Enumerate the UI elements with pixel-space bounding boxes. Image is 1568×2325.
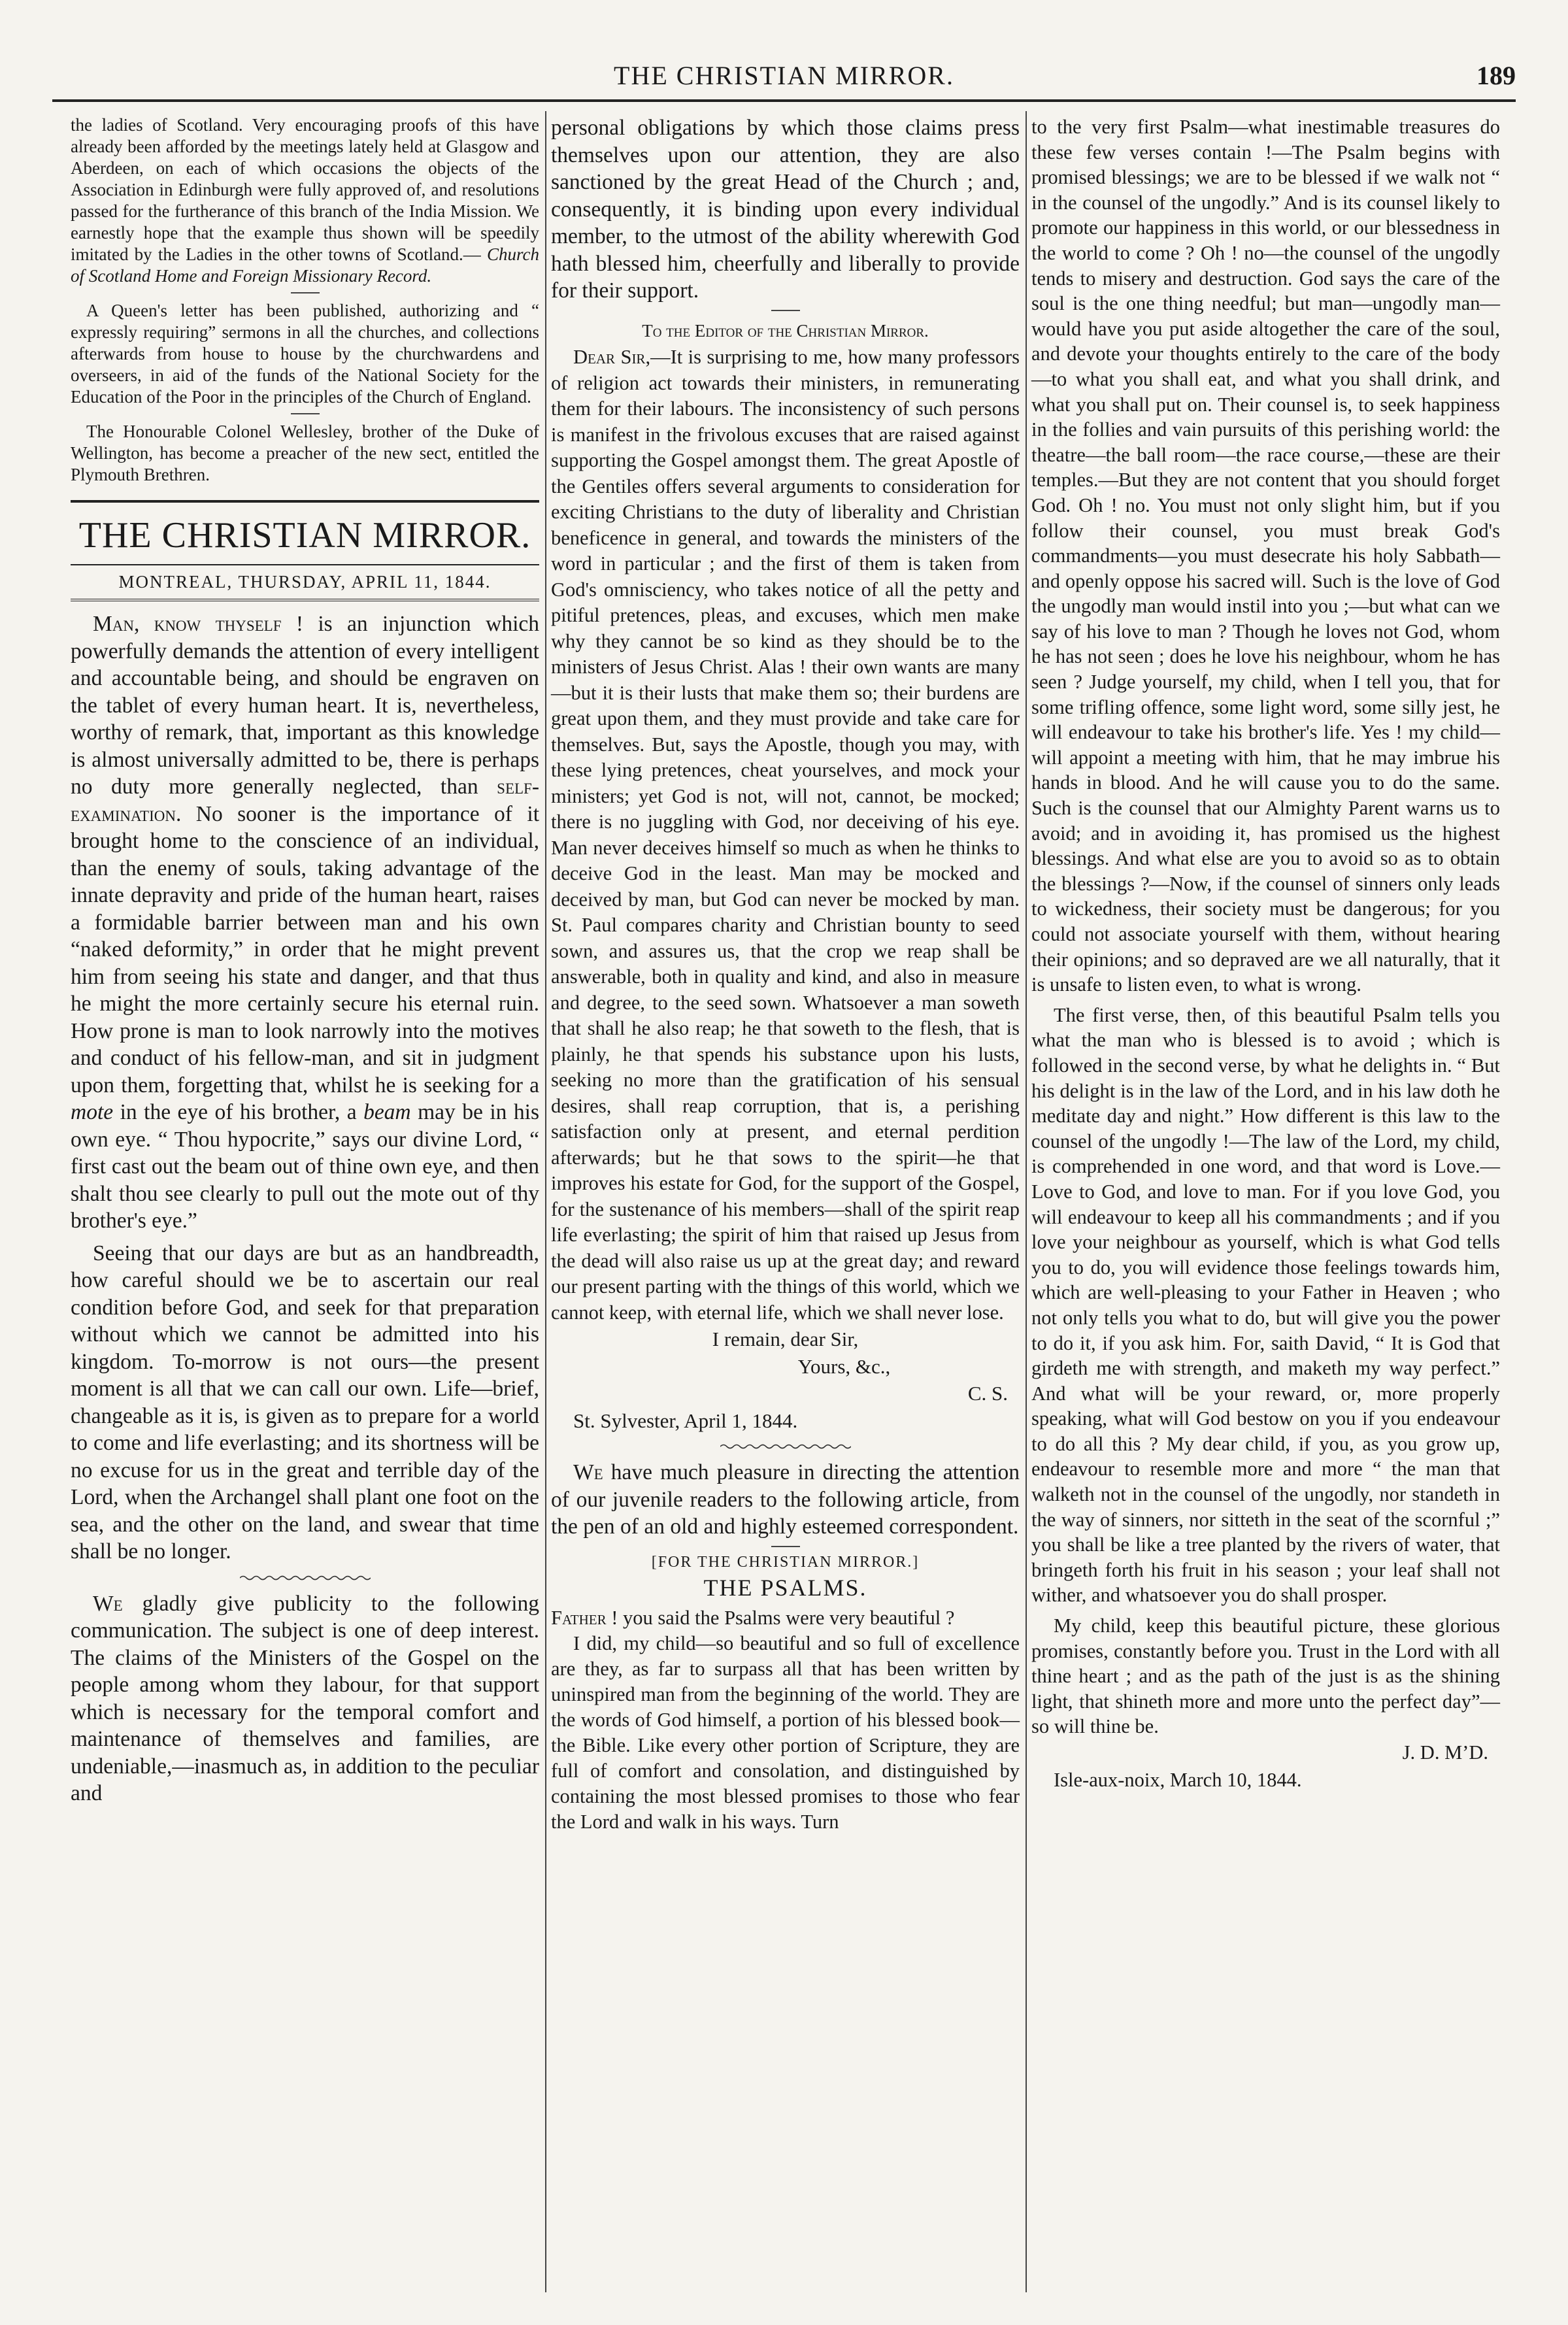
intro-paragraph: We have much pleasure in directing the attention of our juvenile readers to the following article, from the pen of an old and highly esteemed correspondent. xyxy=(551,1460,1020,1539)
divider xyxy=(291,413,320,414)
page-number: 189 xyxy=(1476,61,1516,90)
letter-initials: C. S. xyxy=(967,1382,1008,1405)
place-date: Isle-aux-noix, March 10, 1844. xyxy=(1054,1768,1302,1791)
psalms-paragraph: My child, keep this beautiful picture, these glorious promises, constantly before you. Trust in the Lord with all thine heart ; and as the path of the just is as the shining light, that shineth more and more unto the perfect day”—so will thine be. xyxy=(1031,1614,1500,1738)
source-citation: Church of Scotland Home and Foreign Missionary Record. xyxy=(71,244,539,286)
column-3 xyxy=(1031,114,1500,2299)
article-continuation xyxy=(71,114,539,287)
ornamental-rule xyxy=(240,1575,371,1581)
dateline: MONTREAL, THURSDAY, APRIL 11, 1844. xyxy=(71,565,539,601)
editorial-paragraph: Man, know thyself ! is an injunction which powerfully demands the attention of every intelligent and accountable being, and should be engraven on the tablet of every human heart. It is, nevertheless, worthy of remark, that, important as this knowledge is almost universally admitted to be, there is perhaps no duty more generally neglected, than self-examination. No sooner is the importance of it brought home to the conscience of an individual, than the enemy of souls, taking advantage of the innate depravity and pride of the human heart, raises a formidable barrier between man and his own “naked deformity,” in order that he might prevent him from seeing his state and danger, and that thus he might the more certainly secure his eternal ruin. How prone is man to look narrowly into the motives and conduct of his fellow-man, and sit in judgment upon them, forgetting that, whilst he is seeking for a mote in the eye of his brother, a beam may be in his own eye. “ Thou hypocrite,” says our divine Lord, “ first cast out the beam out of thine own eye, and then shalt thou see clearly to pull out the mote out of thy brother's eye.” xyxy=(71,612,539,1233)
editorial-paragraph: Seeing that our days are but as an handbreadth, how careful should we be to ascertain our real condition before God, and seek for that preparation without which we cannot be admitted into his kingdom. To-morrow is not ours—the present moment is all that we can call our own. Life—brief, changeable as it is, is given as to prepare for a world to come and life everlasting; and its shortness will be no excuse for us in the great and terrible day of the Lord, when the Archangel shall plant one foot on the sea, and the other on the land, and swear that time shall be no longer. xyxy=(71,1241,539,1564)
editorial-continuation: personal obligations by which those claims press themselves upon our attention, they are also sanctioned by the great Head of the Church ; and, consequently, it is binding upon every individual member, to the utmost of the ability wherewith God hath blessed him, cheerfully and liberally to provide for their support. xyxy=(551,116,1020,303)
column-2 xyxy=(551,114,1020,2299)
article-title: THE PSALMS. xyxy=(703,1574,867,1601)
running-title: THE CHRISTIAN MIRROR. xyxy=(614,61,954,90)
lead-words: Man, know thyself ! xyxy=(93,612,304,636)
psalms-continuation: to the very first Psalm—what inestimable treasures do these few verses contain !—The Psalm begins with promised blessings; we are to be blessed if we walk not “ in the counsel of the ungodly.” And is its counsel likely to promote our happiness in this world, or our blessedness in the world to come ? Oh ! no—the counsel of the ungodly tends to misery and destruction. God says the care of the soul is the one thing needful; but man—ungodly man—would have you put aside altogether the care of the soul, and devote your thoughts entirely to the care of the body—to what you shall eat, and what you shall drink, and what you shall put on. Their counsel is, to seek happiness in the follies and vain pursuits of this perishing world: the theatre—the ball room—the race course,—these are their temples.—But they are not content that you should forget God. Oh ! no. You must not only slight him, but if you follow their counsel, you must break God's commandments—you must desecrate his holy Sabbath—and openly oppose his sacred will. Such is the love of God the ungodly man would instil into you ;—but what can we say of his love to man ? Though he loves not God, whom he has not seen ; does he love his neighbour, whom he has seen ? Judge yourself, my child, when I tell you, that for some trifling offence, some light word, some silly jest, he will endeavour to take his brother's life. Yes ! my child—will appoint a meeting with him, that he may imbrue his hands in blood. And he will cause you to do the same. Such is the counsel that our Almighty Parent warns us to avoid; and in avoiding it, has promised us the highest blessings. And what else are you to avoid so as to obtain the blessings ?—Now, if the counsel of sinners only leads to wickedness, their society must be dangerous; for you could not associate yourself with them, without hearing their opinions; and so depraved are we all naturally, that it is unsafe to listen even, to what is wrong. xyxy=(1031,116,1500,996)
emphasis: self-examination. xyxy=(71,775,539,826)
for-line: [FOR THE CHRISTIAN MIRROR.] xyxy=(651,1553,920,1571)
header-rule xyxy=(52,99,1516,102)
divider xyxy=(291,292,320,293)
dialogue-line: Father ! you said the Psalms were very beautiful ? xyxy=(551,1606,955,1629)
column-rule xyxy=(545,111,546,2292)
masthead: THE CHRISTIAN MIRROR. xyxy=(71,500,539,565)
column-1 xyxy=(71,114,539,2299)
divider xyxy=(771,310,800,311)
dialogue-reply: I did, my child—so beautiful and so full of excellence are they, as far to surpass all that has been written by uninspired man from the beginning of the world. They are the words of God himself, a portion of his blessed book—the Bible. Like every other portion of Scripture, they are full of comfort and consolation, and distinguished by containing the most blessed promises to those who fear the Lord and walk in his ways. Turn xyxy=(551,1631,1020,1833)
psalms-paragraph: The first verse, then, of this beautiful Psalm tells you what the man who is blessed is to avoid ; which is followed in the second verse, by what he delights in. “ But his delight is in the law of the Lord, and in his law doth he meditate day and night.” How different is this law to the counsel of the ungodly !—The law of the Lord, my child, is comprehended in one word, and that word is Love.—Love to God, and love to man. For if you love God, you will endeavour to keep all his commandments ; and if you love your neighbour as yourself, which is what God tells you to do, you will evidence those feelings towards him, which are well-pleasing to your Father in Heaven ; who not only tells you what to do, but will give you the power to do it, if you ask him. For, saith David, “ It is God that girdeth me with strength, and maketh my way perfect.” And what will be your reward, or, more properly speaking, what will God bestow on you if you endeavour to do all this ? My dear child, if you, as you grow up, endeavour to resemble more and more “ the man that walketh not in the counsel of the ungodly, nor standeth in the way of sinners, nor sitteth in the seat of the scornful ;” you shall be like a tree planted by the rivers of water, that bringeth forth his fruit in his season ; your leaf shall not wither, and whatsoever you do shall prosper. xyxy=(1031,1003,1500,1607)
running-head xyxy=(52,60,1516,99)
column-rule xyxy=(1026,111,1027,2292)
editorial-paragraph: We gladly give publicity to the following communication. The subject is one of deep interest. The claims of the Ministers of the Gospel on the people among whom they labour, for that support which is necessary for the temporal comfort and maintenance of themselves and families, are undeniable,—inasmuch as, in addition to the peculiar and xyxy=(71,1591,539,1805)
letter-closing: Yours, &c., xyxy=(797,1354,891,1378)
news-item-wellesley: The Honourable Colonel Wellesley, brother of the Duke of Wellington, has become a preacher of the new sect, entitled the Plymouth Brethren. xyxy=(71,422,539,484)
paragraph-text: the ladies of Scotland. Very encouraging proofs of this have already been afforded by the meetings lately held at Glasgow and Aberdeen, on each of which occasions the objects of the Association in Edinburgh were fully approved of, and resolutions passed for the furtherance of this branch of the India Mission. We earnestly hope that the example thus shown will be speedily imitated by the Ladies in the other towns of Scotland.— xyxy=(71,115,539,264)
news-item-queens-letter: A Queen's letter has been published, authorizing and “ expressly requiring” sermons in all the churches, and collections afterwards from house to house by the churchwardens and overseers, in aid of the funds of the National Society for the Education of the Poor in the principles of the Church of England. xyxy=(71,301,539,407)
ornamental-rule xyxy=(720,1443,851,1450)
author-signature: J. D. M’D. xyxy=(1402,1741,1488,1764)
letter-place-date: St. Sylvester, April 1, 1844. xyxy=(573,1409,798,1432)
letter-heading: To the Editor of the Christian Mirror. xyxy=(642,320,929,341)
divider xyxy=(771,1546,800,1547)
letter-closing: I remain, dear Sir, xyxy=(712,1328,859,1350)
letter-body: Dear Sir,—It is surprising to me, how many professors of religion act towards their ministers, in remunerating them for their labours. The inconsistency of such persons is manifest in the frivolous excuses that are raised against supporting the Gospel amongst them. The great Apostle of the Gentiles offers several arguments to consideration for exciting Christians to the duty of liberality and Christian beneficence in general, and towards the ministers of the word in particular ; and the first of them is taken from God's omnisciency, who takes notice of all the petty and pitiful pretences, pleas, and excuses, which men make why they cannot be so kind as they should be to the ministers of Jesus Christ. Alas ! their own wants are many—but it is their lusts that make them so; their burdens are great upon them, and they must provide and take care for themselves. But, says the Apostle, though you may, with these lying pretences, cheat yourselves, and mock your ministers; yet God is not, will not, cannot, be mocked; there is no juggling with God, nor deceiving of his eye. Man never deceives himself so much as when he thinks to deceive God in the least. Man may be mocked and deceived by man, but God can never be mocked by man. St. Paul compares charity and Christian bounty to seed sown, and assures us, that the crop we reap shall be answerable, both in quality and kind, and also in measure and degree, to the seed sown. Whatsoever a man soweth that shall he also reap; he that soweth to the flesh, that is plainly, he that spends his substance upon his lusts, seeking no more than the gratification of his sensual desires, shall reap corruption, that is, a perishing satisfaction only at present, and eternal perdition afterwards; but he that sows to the spirit—he that improves his estate for God, for the support of the Gospel, for the sustenance of his members—shall of the spirit reap life everlasting; the spirit of him that raised up Jesus from the dead will also raise us up at the great day; and reward our present parting with the things of this world, which we cannot keep, with eternal life, which we shall never lose. xyxy=(551,346,1020,1324)
